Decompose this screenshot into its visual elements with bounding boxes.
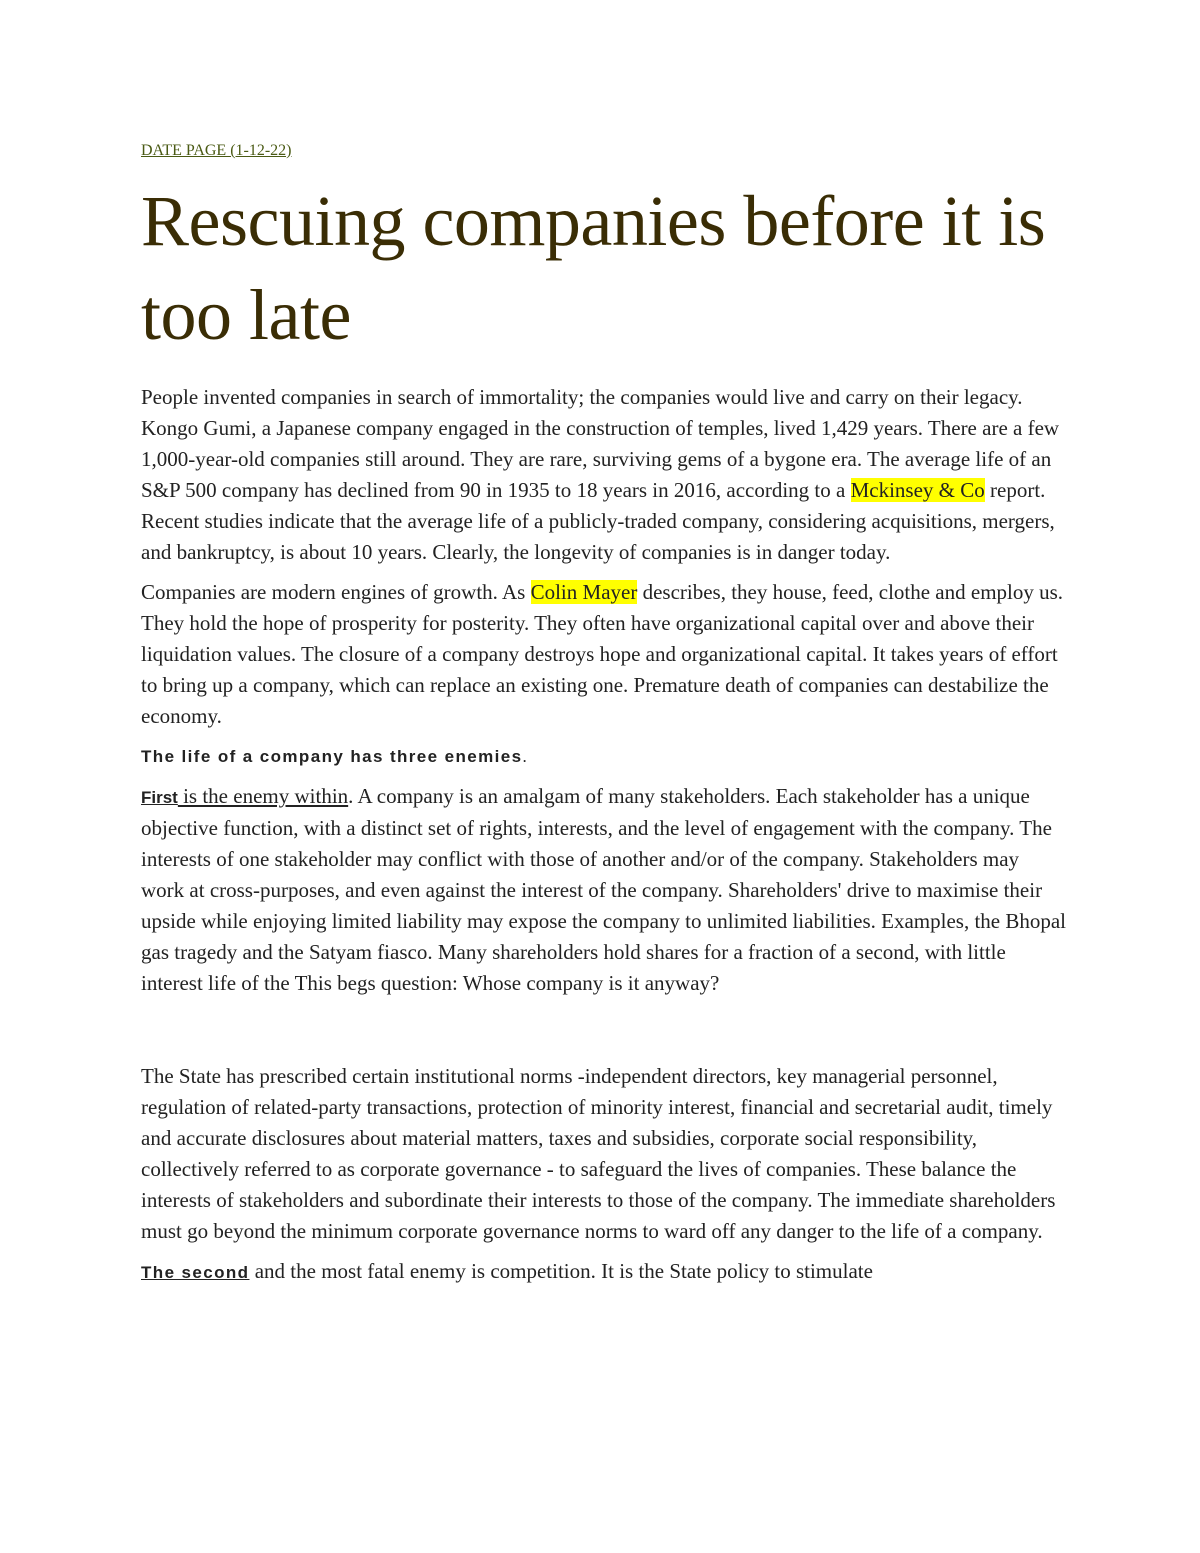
intro-text-before: People invented companies in search of immortality; the companies would live and carry on their legacy. Kongo Gumi, a Japanese company engaged in the construction of temples, lived 1,429 years. There are a few 1,000-year-old companies still around. They are rare, surviving gems of a bygone era. The average life of an S&P 500 company has declined from 90 in 1935 to 18 years in 2016, according to a	[141, 385, 1060, 502]
paragraph-state-norms: The State has prescribed certain institutional norms -independent directors, key managerial personnel, regulation of related-party transactions, protection of minority interest, financial and secretarial audit, timely and accurate disclosures about material matters, taxes and subsidies, corporate social responsibility, collectively referred to as corporate governance - to safeguard the lives of companies. These balance the interests of stakeholders and subordinate their interests to those of the company. The immediate shareholders must go beyond the minimum corporate governance norms to ward off any danger to the life of a company.	[141, 1064, 1056, 1243]
paragraph-engines	[141, 577, 1066, 732]
section-heading-period: .	[522, 747, 527, 766]
page-title: Rescuing companies before it is too late	[141, 181, 1046, 355]
paragraph-first-enemy	[141, 781, 1066, 999]
engines-text-after: describes, they house, feed, clothe and employ us. They hold the hope of prosperity for posterity. They often have organizational capital over and above their liquidation values. The closure of a company destroys hope and organizational capital. It takes years of effort to bring up a company, which can replace an existing one. Premature death of companies can destabilize the economy.	[141, 580, 1064, 728]
paragraph-gap	[141, 1008, 1066, 1061]
second-enemy-body: and the most fatal enemy is competition. It is the State policy to stimulate	[249, 1259, 873, 1283]
engines-text-before: Companies are modern engines of growth. As	[141, 580, 531, 604]
first-lead-rest: is the enemy within	[177, 784, 349, 808]
section-heading-text: The life of a company has three enemies	[141, 747, 523, 766]
second-lead: The second	[141, 1263, 250, 1282]
highlight-colin-mayer: Colin Mayer	[530, 580, 638, 604]
section-heading	[141, 741, 1066, 772]
first-lead: First	[141, 788, 178, 807]
paragraph-intro	[141, 382, 1066, 568]
first-enemy-body: . A company is an amalgam of many stakeholders. Each stakeholder has a unique objective function, with a distinct set of rights, interests, and the level of engagement with the company. The interests of one stakeholder may conflict with those of another and/or of the company. Stakeholders may work at cross-purposes, and even against the interest of the company. Shareholders' drive to maximise their upside while enjoying limited liability may expose the company to unlimited liabilities. Examples, the Bhopal gas tragedy and the Satyam fiasco. Many shareholders hold shares for a fraction of a second, with little interest life of the This begs question: Whose company is it anyway?	[141, 784, 1067, 995]
document-page	[141, 140, 1066, 1297]
intro-text-after: report. Recent studies indicate that the average life of a publicly-traded company, considering acquisitions, mergers, and bankruptcy, is about 10 years. Clearly, the longevity of companies is in danger today.	[141, 478, 1055, 564]
date-line: DATE PAGE (1-12-22)	[141, 142, 292, 159]
paragraph-second-enemy	[141, 1256, 1066, 1288]
highlight-mckinsey: Mckinsey & Co	[850, 478, 985, 502]
